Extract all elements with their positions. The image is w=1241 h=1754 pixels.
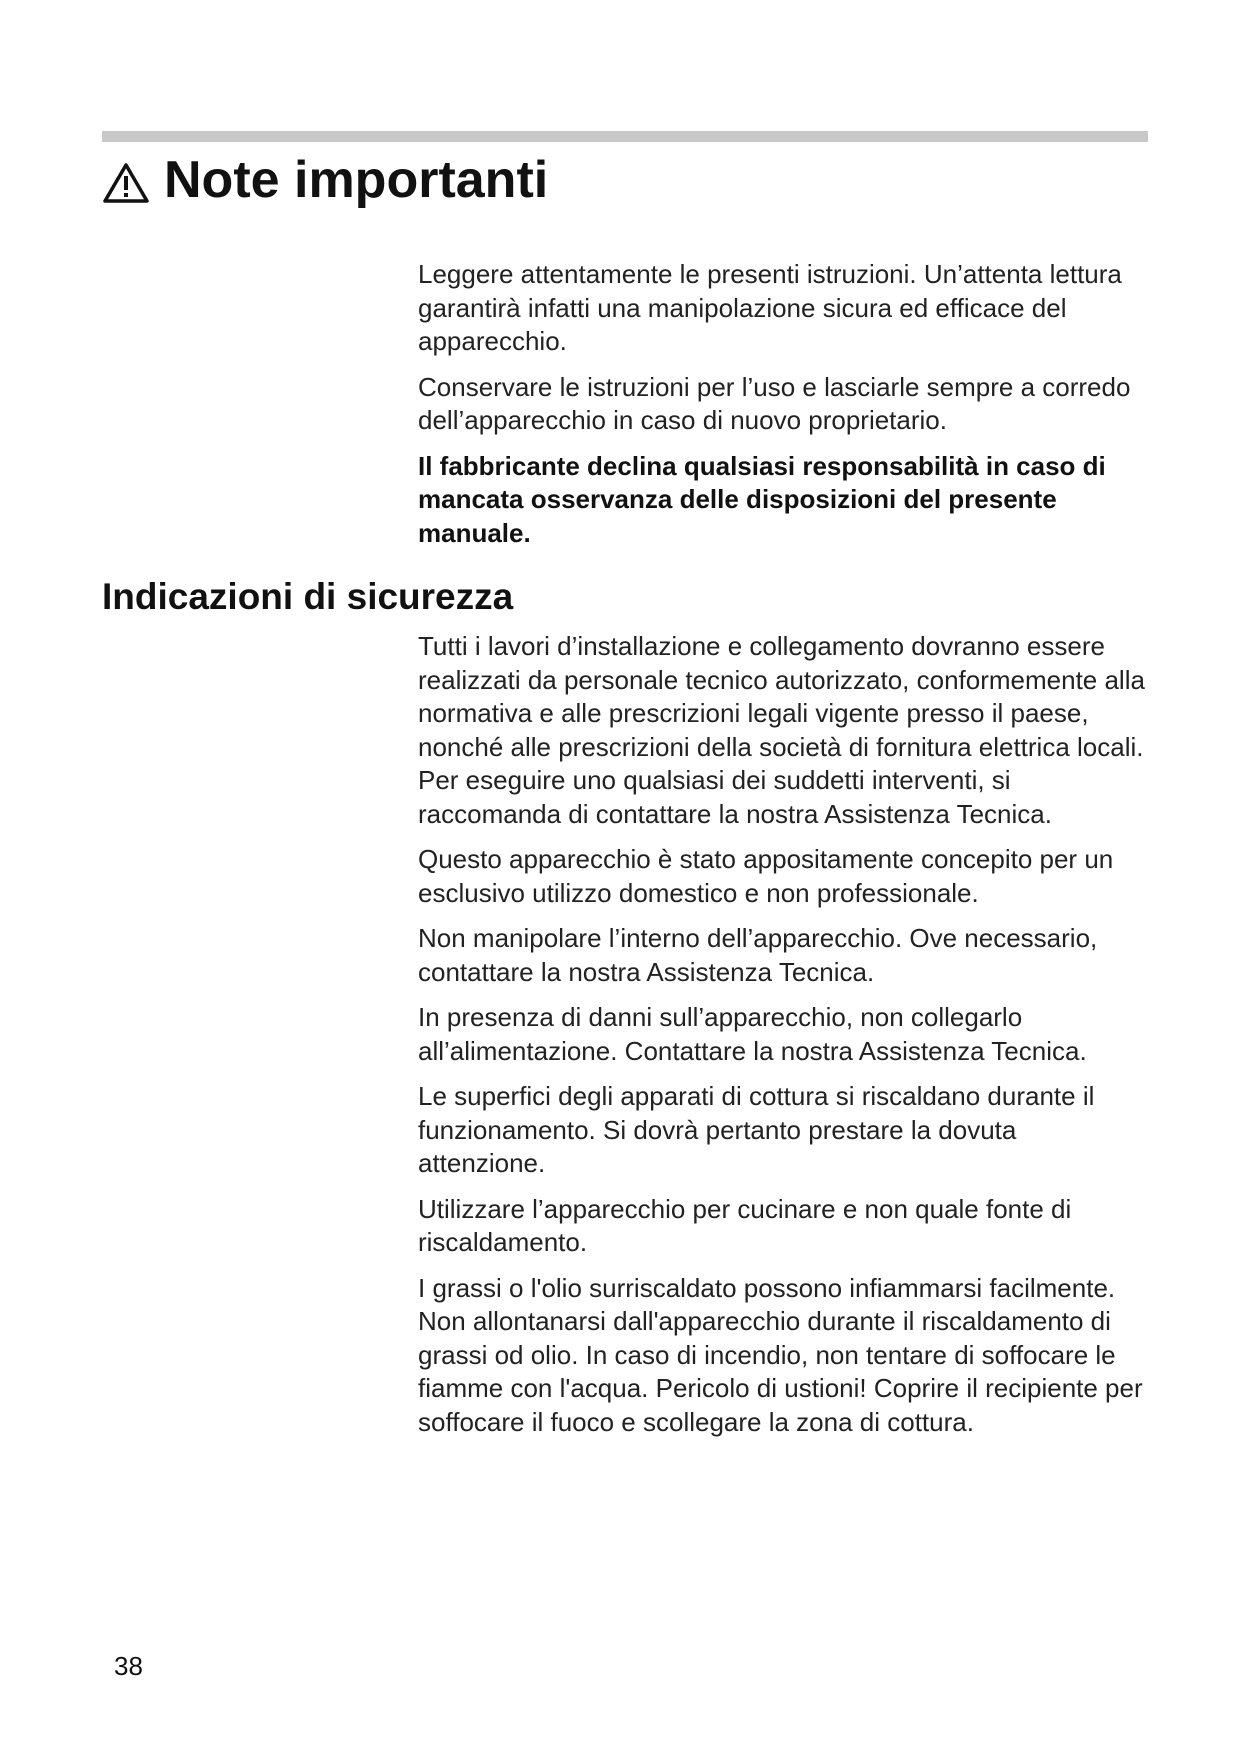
warning-triangle-icon [102, 161, 150, 205]
safety-paragraph: In presenza di danni sull’apparecchio, non collegarlo all’alimentazione. Contattare la nostra Assistenza Tecnica. [418, 1002, 1087, 1066]
intro-section [418, 258, 1148, 562]
page-title [102, 146, 548, 214]
safety-heading: Indicazioni di sicurezza [102, 576, 514, 617]
top-divider [102, 131, 1148, 142]
disclaimer-paragraph: Il fabbricante declina qualsiasi responsabilità in caso di mancata osservanza delle disposizioni del presente manuale. [418, 450, 1106, 548]
safety-paragraph: Tutti i lavori d’installazione e collegamento dovranno essere realizzati da personale tecnico autorizzato, conformemente alla normativa e alle prescrizioni legali vigente presso il paese, nonché alle prescrizioni della società di fornitura elettrica locali. Per eseguire uno qualsiasi dei suddetti interventi, si raccomanda di contattare la nostra Assistenza Tecnica. [418, 631, 1145, 829]
safety-paragraph: I grassi o l'olio surriscaldato possono infiammarsi facilmente. Non allontanarsi dall'apparecchio durante il riscaldamento di grassi od olio. In caso di incendio, non tentare di soffocare le fiamme con l'acqua. Pericolo di ustioni! Coprire il recipiente per soffocare il fuoco e scollegare la zona di cottura. [418, 1272, 1143, 1437]
page-title-text: Note importanti [164, 151, 549, 209]
safety-section [418, 630, 1148, 1451]
safety-paragraph: Utilizzare l’apparecchio per cucinare e non quale fonte di riscaldamento. [418, 1193, 1072, 1257]
safety-paragraph: Questo apparecchio è stato appositamente concepito per un esclusivo utilizzo domestico e non professionale. [418, 844, 1114, 908]
intro-paragraph: Leggere attentamente le presenti istruzioni. Un’attenta lettura garantirà infatti una manipolazione sicura ed efficace del apparecchio. [418, 259, 1122, 356]
safety-paragraph: Le superfici degli apparati di cottura si riscaldano durante il funzionamento. Si dovrà pertanto prestare la dovuta attenzione. [418, 1081, 1095, 1178]
intro-paragraph: Conservare le istruzioni per l’uso e lasciarle sempre a corredo dell’apparecchio in caso di nuovo proprietario. [418, 371, 1131, 435]
safety-paragraph: Non manipolare l’interno dell’apparecchio. Ove necessario, contattare la nostra Assistenza Tecnica. [418, 923, 1098, 987]
page-number: 38 [114, 1651, 143, 1681]
